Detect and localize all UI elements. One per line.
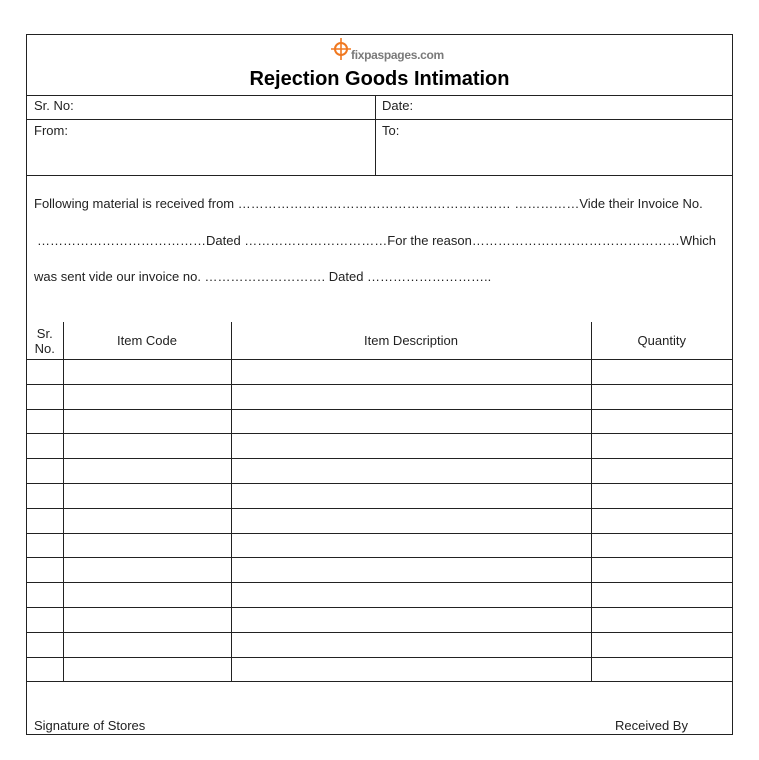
table-header-row: [27, 322, 732, 360]
to-label: To:: [382, 123, 400, 138]
item-description-cell[interactable]: [231, 558, 591, 583]
table-row: [27, 360, 732, 385]
date-label: Date:: [382, 98, 414, 113]
quantity-cell[interactable]: [591, 533, 732, 558]
form-title: Rejection Goods Intimation: [249, 68, 510, 90]
from-label: From:: [34, 123, 68, 138]
item-description-cell[interactable]: [231, 409, 591, 434]
item-code-cell[interactable]: [63, 360, 231, 385]
sr-no-cell[interactable]: [27, 657, 63, 682]
rejection-form: [26, 34, 733, 735]
table-row: [27, 409, 732, 434]
column-header-quantity: Quantity: [591, 322, 732, 360]
table-row: [27, 508, 732, 533]
divider: [27, 119, 732, 120]
item-description-cell[interactable]: [231, 459, 591, 484]
item-code-cell[interactable]: [63, 409, 231, 434]
sr-no-cell[interactable]: [27, 508, 63, 533]
material-paragraph-line1: Following material is received from ……………………………………………………… ……………Vide their Invoice No.: [34, 196, 703, 211]
table-row: [27, 434, 732, 459]
material-paragraph-line3: was sent vide our invoice no. ………………………. Dated ………………………..: [34, 269, 492, 284]
quantity-cell[interactable]: [591, 434, 732, 459]
quantity-cell[interactable]: [591, 657, 732, 682]
item-description-cell[interactable]: [231, 434, 591, 459]
divider: [27, 175, 732, 176]
quantity-cell[interactable]: [591, 508, 732, 533]
item-code-cell[interactable]: [63, 384, 231, 409]
item-code-cell[interactable]: [63, 533, 231, 558]
received-by-label: Received By: [615, 718, 688, 733]
sr-no-cell[interactable]: [27, 360, 63, 385]
item-description-cell[interactable]: [231, 657, 591, 682]
sr-no-cell[interactable]: [27, 384, 63, 409]
sr-no-cell[interactable]: [27, 483, 63, 508]
item-code-cell[interactable]: [63, 657, 231, 682]
items-table: [27, 322, 732, 682]
table-row: [27, 558, 732, 583]
quantity-cell[interactable]: [591, 607, 732, 632]
quantity-cell[interactable]: [591, 583, 732, 608]
column-header-sr-no: Sr. No.: [27, 322, 63, 360]
item-code-cell[interactable]: [63, 483, 231, 508]
item-description-cell[interactable]: [231, 533, 591, 558]
sr-no-cell[interactable]: [27, 558, 63, 583]
item-description-cell[interactable]: [231, 360, 591, 385]
column-divider: [375, 95, 376, 176]
table-row: [27, 533, 732, 558]
table-row: [27, 607, 732, 632]
item-code-cell[interactable]: [63, 508, 231, 533]
item-code-cell[interactable]: [63, 558, 231, 583]
item-code-cell[interactable]: [63, 459, 231, 484]
item-description-cell[interactable]: [231, 384, 591, 409]
quantity-cell[interactable]: [591, 360, 732, 385]
form-header: [27, 35, 732, 96]
logo-text: fixpaspages.com: [351, 48, 444, 62]
sr-no-cell[interactable]: [27, 409, 63, 434]
sr-no-cell[interactable]: [27, 459, 63, 484]
table-row: [27, 483, 732, 508]
sr-no-cell[interactable]: [27, 632, 63, 657]
item-code-cell[interactable]: [63, 632, 231, 657]
quantity-cell[interactable]: [591, 384, 732, 409]
quantity-cell[interactable]: [591, 483, 732, 508]
sr-no-cell[interactable]: [27, 583, 63, 608]
item-description-cell[interactable]: [231, 607, 591, 632]
quantity-cell[interactable]: [591, 632, 732, 657]
table-row: [27, 632, 732, 657]
sr-no-cell[interactable]: [27, 434, 63, 459]
item-description-cell[interactable]: [231, 583, 591, 608]
table-row: [27, 583, 732, 608]
table-row: [27, 384, 732, 409]
quantity-cell[interactable]: [591, 558, 732, 583]
table-row: [27, 657, 732, 682]
column-header-item-code: Item Code: [63, 322, 231, 360]
item-code-cell[interactable]: [63, 607, 231, 632]
item-code-cell[interactable]: [63, 583, 231, 608]
material-paragraph-line2: …………………………………Dated ……………………………For the reason…………………………………………Which: [37, 233, 716, 248]
crosshair-icon: [331, 38, 353, 62]
sr-no-label: Sr. No:: [34, 98, 74, 113]
quantity-cell[interactable]: [591, 409, 732, 434]
signature-of-stores-label: Signature of Stores: [34, 718, 146, 733]
column-header-item-description: Item Description: [231, 322, 591, 360]
item-description-cell[interactable]: [231, 483, 591, 508]
sr-no-cell[interactable]: [27, 607, 63, 632]
item-description-cell[interactable]: [231, 632, 591, 657]
item-code-cell[interactable]: [63, 434, 231, 459]
quantity-cell[interactable]: [591, 459, 732, 484]
table-row: [27, 459, 732, 484]
sr-no-cell[interactable]: [27, 533, 63, 558]
item-description-cell[interactable]: [231, 508, 591, 533]
